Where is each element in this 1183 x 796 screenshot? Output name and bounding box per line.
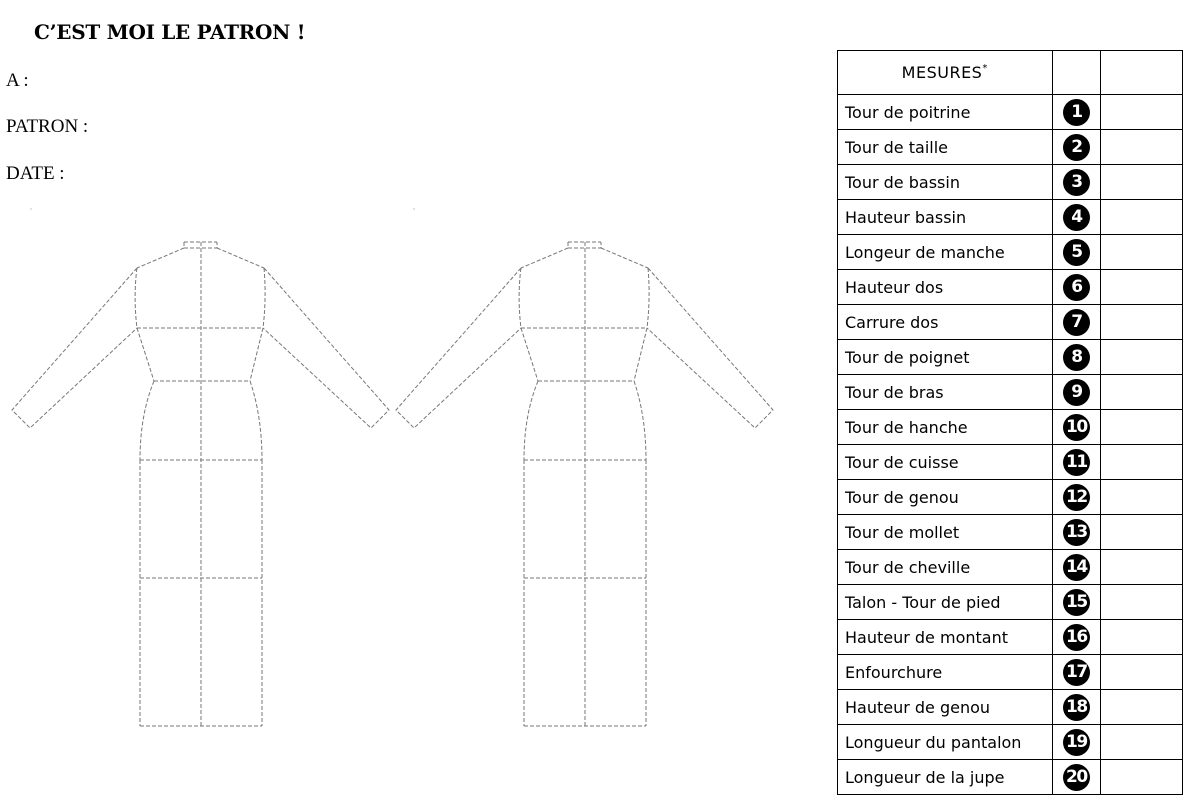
measurement-label: Longueur du pantalon	[838, 725, 1053, 760]
measurement-number-cell	[1052, 480, 1101, 515]
measurement-row	[838, 305, 1183, 340]
measurement-label: Tour de mollet	[838, 515, 1053, 550]
measurement-number-badge: 13	[1063, 519, 1090, 546]
measurement-value-cell[interactable]	[1101, 760, 1183, 795]
measurements-header: MESURES*	[838, 51, 1053, 95]
measurement-number-badge: 7	[1063, 309, 1090, 336]
measurement-row	[838, 235, 1183, 270]
measurement-label: Tour de genou	[838, 480, 1053, 515]
measurement-value-cell[interactable]	[1101, 480, 1183, 515]
measurement-number-cell	[1052, 130, 1101, 165]
measurement-row	[838, 725, 1183, 760]
date-field-label: DATE :	[6, 163, 65, 184]
back-figure-outline	[396, 242, 773, 726]
measurement-value-cell[interactable]	[1101, 515, 1183, 550]
measurement-label: Carrure dos	[838, 305, 1053, 340]
measurement-value-cell[interactable]	[1101, 165, 1183, 200]
measurement-row	[838, 270, 1183, 305]
measurement-number-badge: 16	[1063, 624, 1090, 651]
measurements-table	[837, 50, 1183, 795]
measurement-row	[838, 375, 1183, 410]
measurement-label: Longueur de la jupe	[838, 760, 1053, 795]
measurement-label: Longeur de manche	[838, 235, 1053, 270]
measurement-row	[838, 585, 1183, 620]
pattern-field-label: PATRON :	[6, 116, 89, 137]
measurement-number-badge: 14	[1063, 554, 1090, 581]
measurement-number-cell	[1052, 200, 1101, 235]
measurement-number-badge: 20	[1063, 764, 1090, 791]
recipient-field-label: A :	[6, 70, 29, 91]
measurements-header-row	[838, 51, 1183, 95]
measurement-value-cell[interactable]	[1101, 550, 1183, 585]
measurement-row	[838, 480, 1183, 515]
measurement-label: Tour de cuisse	[838, 445, 1053, 480]
measurement-label: Enfourchure	[838, 655, 1053, 690]
measurement-label: Tour de poitrine	[838, 95, 1053, 130]
measurement-number-cell	[1052, 445, 1101, 480]
measurement-label: Hauteur dos	[838, 270, 1053, 305]
measurement-row	[838, 130, 1183, 165]
measurement-number-cell	[1052, 515, 1101, 550]
measurement-number-cell	[1052, 760, 1101, 795]
measurement-value-cell[interactable]	[1101, 725, 1183, 760]
measurement-number-badge: 8	[1063, 344, 1090, 371]
measurement-value-cell[interactable]	[1101, 130, 1183, 165]
measurement-number-cell	[1052, 410, 1101, 445]
measurement-row	[838, 445, 1183, 480]
measurement-number-cell	[1052, 340, 1101, 375]
measurement-number-cell	[1052, 725, 1101, 760]
measurement-value-cell[interactable]	[1101, 620, 1183, 655]
measurement-row	[838, 165, 1183, 200]
measurement-number-badge: 11	[1063, 449, 1090, 476]
header-empty-cell	[1052, 51, 1101, 95]
measurement-value-cell[interactable]	[1101, 95, 1183, 130]
measurement-number-badge: 9	[1063, 379, 1090, 406]
measurement-number-badge: 15	[1063, 589, 1090, 616]
measurement-number-cell	[1052, 585, 1101, 620]
page-title: C’EST MOI LE PATRON !	[34, 20, 306, 44]
measurement-number-cell	[1052, 655, 1101, 690]
measurement-value-cell[interactable]	[1101, 270, 1183, 305]
measurement-label: Tour de poignet	[838, 340, 1053, 375]
measurement-label: Tour de hanche	[838, 410, 1053, 445]
measurement-value-cell[interactable]	[1101, 305, 1183, 340]
measurement-value-cell[interactable]	[1101, 690, 1183, 725]
measurement-number-cell	[1052, 550, 1101, 585]
measurement-label: Tour de cheville	[838, 550, 1053, 585]
body-figures-drawing	[0, 200, 800, 740]
front-figure-outline	[12, 242, 389, 726]
measurement-number-cell	[1052, 690, 1101, 725]
measurement-number-cell	[1052, 270, 1101, 305]
measurement-value-cell[interactable]	[1101, 200, 1183, 235]
measurement-value-cell[interactable]	[1101, 585, 1183, 620]
measurement-row	[838, 655, 1183, 690]
measurement-number-badge: 1	[1063, 99, 1090, 126]
measurement-row	[838, 760, 1183, 795]
measurement-number-badge: 19	[1063, 729, 1090, 756]
measurement-number-cell	[1052, 305, 1101, 340]
measurement-label: Tour de bassin	[838, 165, 1053, 200]
measurement-label: Talon - Tour de pied	[838, 585, 1053, 620]
measurement-number-cell	[1052, 165, 1101, 200]
measurement-value-cell[interactable]	[1101, 410, 1183, 445]
measurement-number-badge: 12	[1063, 484, 1090, 511]
measurement-number-badge: 2	[1063, 134, 1090, 161]
measurement-value-cell[interactable]	[1101, 235, 1183, 270]
measurement-row	[838, 410, 1183, 445]
measurement-row	[838, 340, 1183, 375]
measurement-row	[838, 200, 1183, 235]
measurement-row	[838, 620, 1183, 655]
measurement-number-cell	[1052, 620, 1101, 655]
measurement-number-cell	[1052, 235, 1101, 270]
measurement-label: Tour de taille	[838, 130, 1053, 165]
measurement-row	[838, 690, 1183, 725]
measurement-number-badge: 18	[1063, 694, 1090, 721]
measurement-label: Hauteur bassin	[838, 200, 1053, 235]
measurement-number-badge: 17	[1063, 659, 1090, 686]
measurement-number-badge: 4	[1063, 204, 1090, 231]
measurement-value-cell[interactable]	[1101, 445, 1183, 480]
measurement-value-cell[interactable]	[1101, 340, 1183, 375]
header-empty-cell	[1101, 51, 1183, 95]
measurement-number-badge: 3	[1063, 169, 1090, 196]
measurement-row	[838, 550, 1183, 585]
measurement-label: Hauteur de genou	[838, 690, 1053, 725]
measurement-number-cell	[1052, 95, 1101, 130]
measurement-value-cell[interactable]	[1101, 375, 1183, 410]
measurement-row	[838, 95, 1183, 130]
measurement-number-badge: 6	[1063, 274, 1090, 301]
measurement-label: Tour de bras	[838, 375, 1053, 410]
measurement-row	[838, 515, 1183, 550]
measurement-number-cell	[1052, 375, 1101, 410]
measurement-value-cell[interactable]	[1101, 655, 1183, 690]
measurement-number-badge: 10	[1063, 414, 1090, 441]
measurement-number-badge: 5	[1063, 239, 1090, 266]
measurement-label: Hauteur de montant	[838, 620, 1053, 655]
